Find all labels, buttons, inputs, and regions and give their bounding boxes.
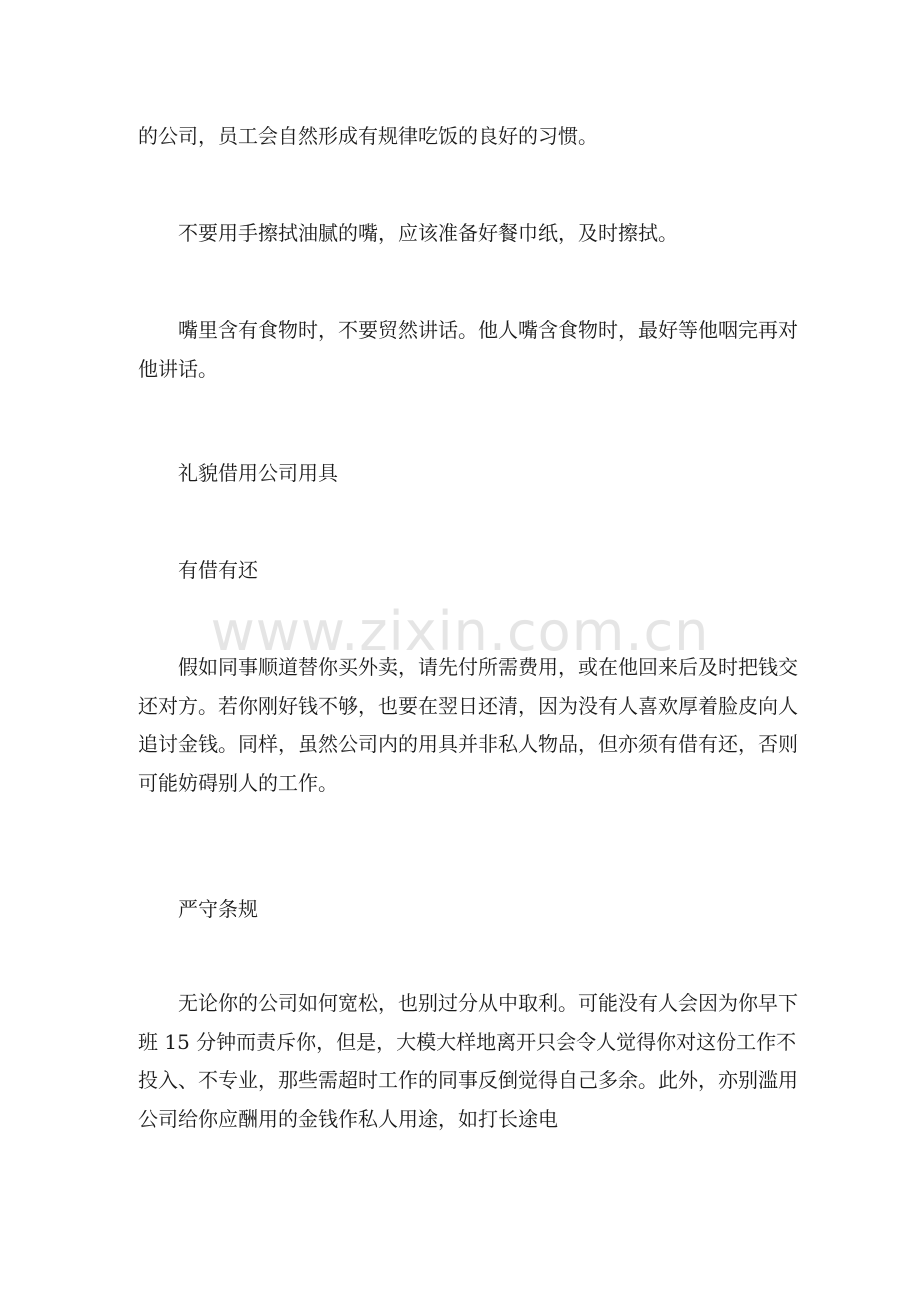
paragraph-1: 的公司，员工会自然形成有规律吃饭的良好的习惯。 — [138, 124, 598, 148]
paragraph-borrow-return: 假如同事顺道替你买外卖，请先付所需费用，或在他回来后及时把钱交还对方。若你刚好钱不够，也要在翌日还清，因为没有人喜欢厚着脸皮向人追讨金钱。同样，虽然公司内的用具并非私人物品，但亦须有借有还，否则可能妨碍别人的工作。 — [138, 655, 798, 795]
subheading-borrow-and-return: 有借有还 — [178, 558, 258, 582]
paragraph-follow-rules: 无论你的公司如何宽松，也别过分从中取利。可能没有人会因为你早下班 15 分钟而责斥你，但是，大模大样地离开只会令人觉得你对这份工作不投入、不专业，那些需超时工作的同事反倒觉得自己多余。此外，亦别滥用公司给你应酬用的金钱作私人用途，如打长途电 — [138, 991, 798, 1131]
paragraph-2: 不要用手擦拭油腻的嘴，应该准备好餐巾纸，及时擦拭。 — [178, 221, 678, 245]
section-heading-borrow-tools: 礼貌借用公司用具 — [178, 461, 338, 485]
watermark: www.zixin.com.cn — [210, 600, 710, 663]
subheading-follow-rules: 严守条规 — [178, 897, 258, 921]
paragraph-3: 嘴里含有食物时，不要贸然讲话。他人嘴含食物时，最好等他咽完再对他讲话。 — [138, 318, 798, 381]
